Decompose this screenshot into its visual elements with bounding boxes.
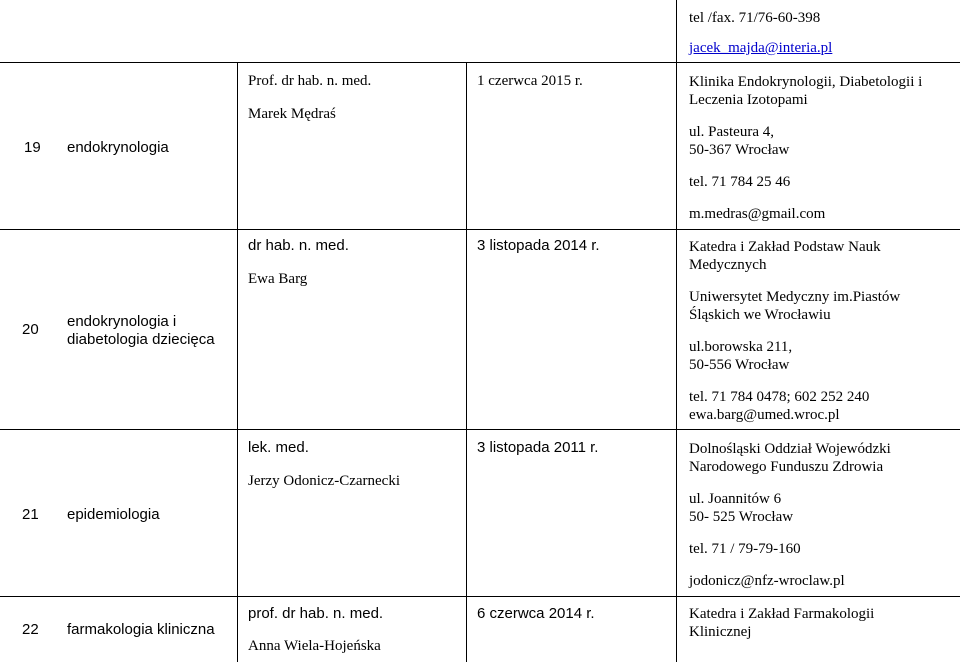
university-line: Uniwersytet Medyczny im.Piastów <box>689 289 901 305</box>
specialty: epidemiologia <box>67 506 160 523</box>
city-address: 50- 525 Wrocław <box>689 509 794 525</box>
appointment-date: 1 czerwca 2015 r. <box>477 73 583 89</box>
city-address: 50-367 Wrocław <box>689 142 790 158</box>
consultant-title: prof. dr hab. n. med. <box>248 605 384 622</box>
phone-number: tel. 71 784 25 46 <box>689 174 791 190</box>
institution-line: Leczenia Izotopami <box>689 92 808 108</box>
institution-line: Katedra i Zakład Podstaw Nauk <box>689 239 881 255</box>
institution-line: Klinicznej <box>689 624 752 640</box>
institution-line: Katedra i Zakład Farmakologii <box>689 606 875 622</box>
phone-number: tel. 71 / 79-79-160 <box>689 541 801 557</box>
specialty-line: diabetologia dziecięca <box>67 331 215 348</box>
row-divider <box>0 429 960 430</box>
consultant-title: dr hab. n. med. <box>248 237 349 254</box>
street-address: ul.borowska 211, <box>689 339 793 355</box>
city-address: 50-556 Wrocław <box>689 357 790 373</box>
appointment-date: 3 listopada 2014 r. <box>477 237 600 254</box>
column-divider <box>237 62 238 662</box>
consultant-name: Marek Mędraś <box>248 106 336 122</box>
street-address: ul. Joannitów 6 <box>689 491 782 507</box>
consultant-name: Ewa Barg <box>248 271 308 287</box>
consultant-title: lek. med. <box>248 439 309 456</box>
column-divider <box>466 62 467 662</box>
consultant-name: Anna Wiela-Hojeńska <box>248 638 381 654</box>
row-divider <box>0 596 960 597</box>
institution-line: Medycznych <box>689 257 767 273</box>
institution-line: Dolnośląski Oddział Wojewódzki <box>689 441 891 457</box>
row-number: 19 <box>24 139 41 156</box>
appointment-date: 6 czerwca 2014 r. <box>477 605 595 622</box>
university-line: Śląskich we Wrocławiu <box>689 307 831 323</box>
specialty-line: endokrynologia i <box>67 313 177 330</box>
row-number: 22 <box>22 621 39 638</box>
consultant-title: Prof. dr hab. n. med. <box>248 73 372 89</box>
appointment-date: 3 listopada 2011 r. <box>477 439 599 456</box>
contact-phone: tel /fax. 71/76-60-398 <box>689 10 821 26</box>
email-address: m.medras@gmail.com <box>689 206 826 222</box>
street-address: ul. Pasteura 4, <box>689 124 774 140</box>
consultant-name: Jerzy Odonicz-Czarnecki <box>248 473 401 489</box>
contact-email[interactable]: jacek_majda@interia.pl <box>689 40 833 56</box>
column-divider <box>676 0 677 662</box>
row-divider <box>0 229 960 230</box>
email-address: jodonicz@nfz-wroclaw.pl <box>689 573 845 589</box>
email-address: ewa.barg@umed.wroc.pl <box>689 407 840 423</box>
specialty: endokrynologia <box>67 139 169 156</box>
row-number: 21 <box>22 506 39 523</box>
row-number: 20 <box>22 321 39 338</box>
row-divider <box>0 62 960 63</box>
institution-line: Narodowego Funduszu Zdrowia <box>689 459 884 475</box>
phone-number: tel. 71 784 0478; 602 252 240 <box>689 389 870 405</box>
specialty: farmakologia kliniczna <box>67 621 215 638</box>
institution-line: Klinika Endokrynologii, Diabetologii i <box>689 74 923 90</box>
